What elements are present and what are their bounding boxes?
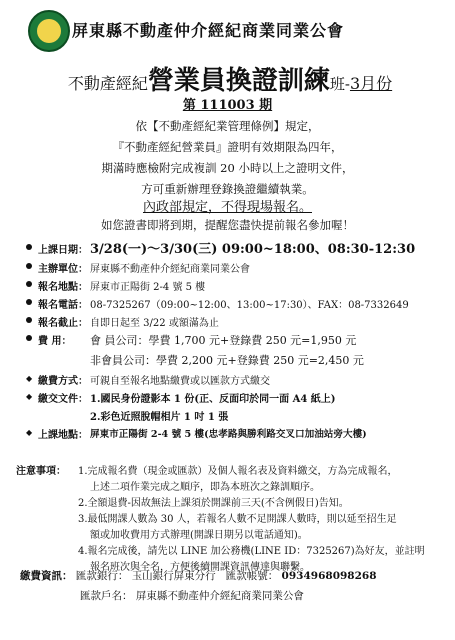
page-title (40, 60, 420, 97)
info-host: 主辦單位： 屏東縣不動產仲介經紀商業同業公會 (26, 260, 441, 278)
bank-label: 匯款銀行： (75, 570, 129, 582)
diamond-icon: ◆ (26, 428, 33, 437)
bullet-icon (26, 299, 32, 305)
intro-line-4: 方可重新辦理登錄換證繼續執業。 (141, 182, 314, 196)
note-item: 上述二項作業完成之順序，即為本班次之錄訓順序。 (90, 482, 320, 493)
payment-label: 繳費資訊： (20, 570, 73, 582)
bullet-icon (26, 317, 32, 323)
account-name-value: 屏東縣不動產仲介經紀商業同業公會 (135, 590, 304, 602)
note-item: 報名班次與全名，方便後續開課資訊傳達與聯繫。 (90, 562, 310, 573)
intro-line-6: 如您證書即將到期，提醒您盡快提前報名參加喔！ (101, 218, 354, 232)
bullet-icon (26, 244, 32, 250)
notes-section (16, 464, 441, 576)
bank-value: 玉山銀行屏東分行 (131, 570, 216, 582)
note-item: 2.全額退費-因故無法上課須於開課前三天(不含例假日)告知。 (78, 498, 349, 509)
info-date: 上課日期： 3/28(一)～3/30(三) 09:00~18:00、08:30-12:30 (26, 238, 441, 260)
header (20, 8, 440, 52)
intro-line-5: 內政部規定，不得現場報名。 (142, 200, 312, 215)
info-documents-2: 2.彩色近照脫帽相片 1 吋 1 張 (90, 412, 229, 423)
payment-info (20, 566, 440, 606)
bullet-icon (26, 281, 32, 287)
account-name-label: 匯款戶名： (80, 590, 133, 602)
info-deadline: 報名截止： 自即日起至 3/22 或額滿為止 (26, 314, 441, 332)
info-fee-nonmember: 非會員公司：學費 2,200 元+登錄費 250 元=2,450 元 (90, 354, 364, 367)
info-documents: ◆ 繳交文件： 1.國民身份證影本 1 份(正、反面印於同一面 A4 紙上) (26, 392, 336, 405)
info-address: 報名地點： 屏東市正陽街 2-4 號 5 樓 (26, 278, 441, 296)
account-label: 匯款帳號： (225, 570, 279, 582)
info-fee-member: 費 用： 會 員公司：學費 1,700 元+登錄費 250 元=1,950 元 (26, 332, 441, 352)
info-venue: ◆ 上課地點： 屏東市正陽街 2-4 號 5 樓(忠孝路與勝利路交叉口加油站旁大樓) (26, 428, 367, 441)
note-item: 1.完成報名費（現金或匯款）及個人報名表及資料繳交，方為完成報名， (78, 466, 398, 477)
info-payment-method: ◆ 繳費方式： 可親自至報名地點繳費或以匯款方式繳交 (26, 374, 270, 387)
note-item: 額或加收費用方式辦理(開課日期另以電話通知)。 (90, 530, 308, 541)
intro-line-3: 期滿時應檢附完成複訓 20 小時以上之證明文件， (101, 161, 354, 175)
account-value: 0934968098268 (281, 570, 377, 582)
notes-label: 注意事項： (16, 466, 66, 477)
intro-line-1: 依【不動產經紀業管理條例】規定， (135, 119, 320, 133)
note-item: 3.最低開課人數為 30 人，若報名人數不足開課人數時，則以延至招生足 (78, 514, 397, 525)
session-number: 第 111003 期 (182, 98, 273, 113)
bullet-icon (26, 263, 32, 269)
note-item: 4.報名完成後，請先以 LINE 加公務機(LINE ID：7325267)為好友，並註明 (78, 546, 425, 557)
course-info (26, 238, 441, 444)
title-prefix: 不動產經紀 (67, 74, 148, 93)
title-main: 營業員換證訓練 (147, 66, 330, 96)
title-month: 3月份 (349, 74, 393, 93)
title-suffix: 班- (329, 75, 350, 93)
association-logo-icon (28, 10, 70, 52)
diamond-icon: ◆ (26, 374, 33, 383)
bullet-icon (26, 335, 32, 341)
info-phone: 報名電話： 08-7325267（09:00~12:00、13:00~17:30）、FAX：08-7332649 (26, 296, 441, 314)
intro-line-2: 『不動產經紀營業員』證明有效期限為四年， (112, 140, 343, 154)
organization-name: 屏東縣不動產仲介經紀商業同業公會 (72, 21, 345, 40)
diamond-icon: ◆ (26, 392, 33, 401)
